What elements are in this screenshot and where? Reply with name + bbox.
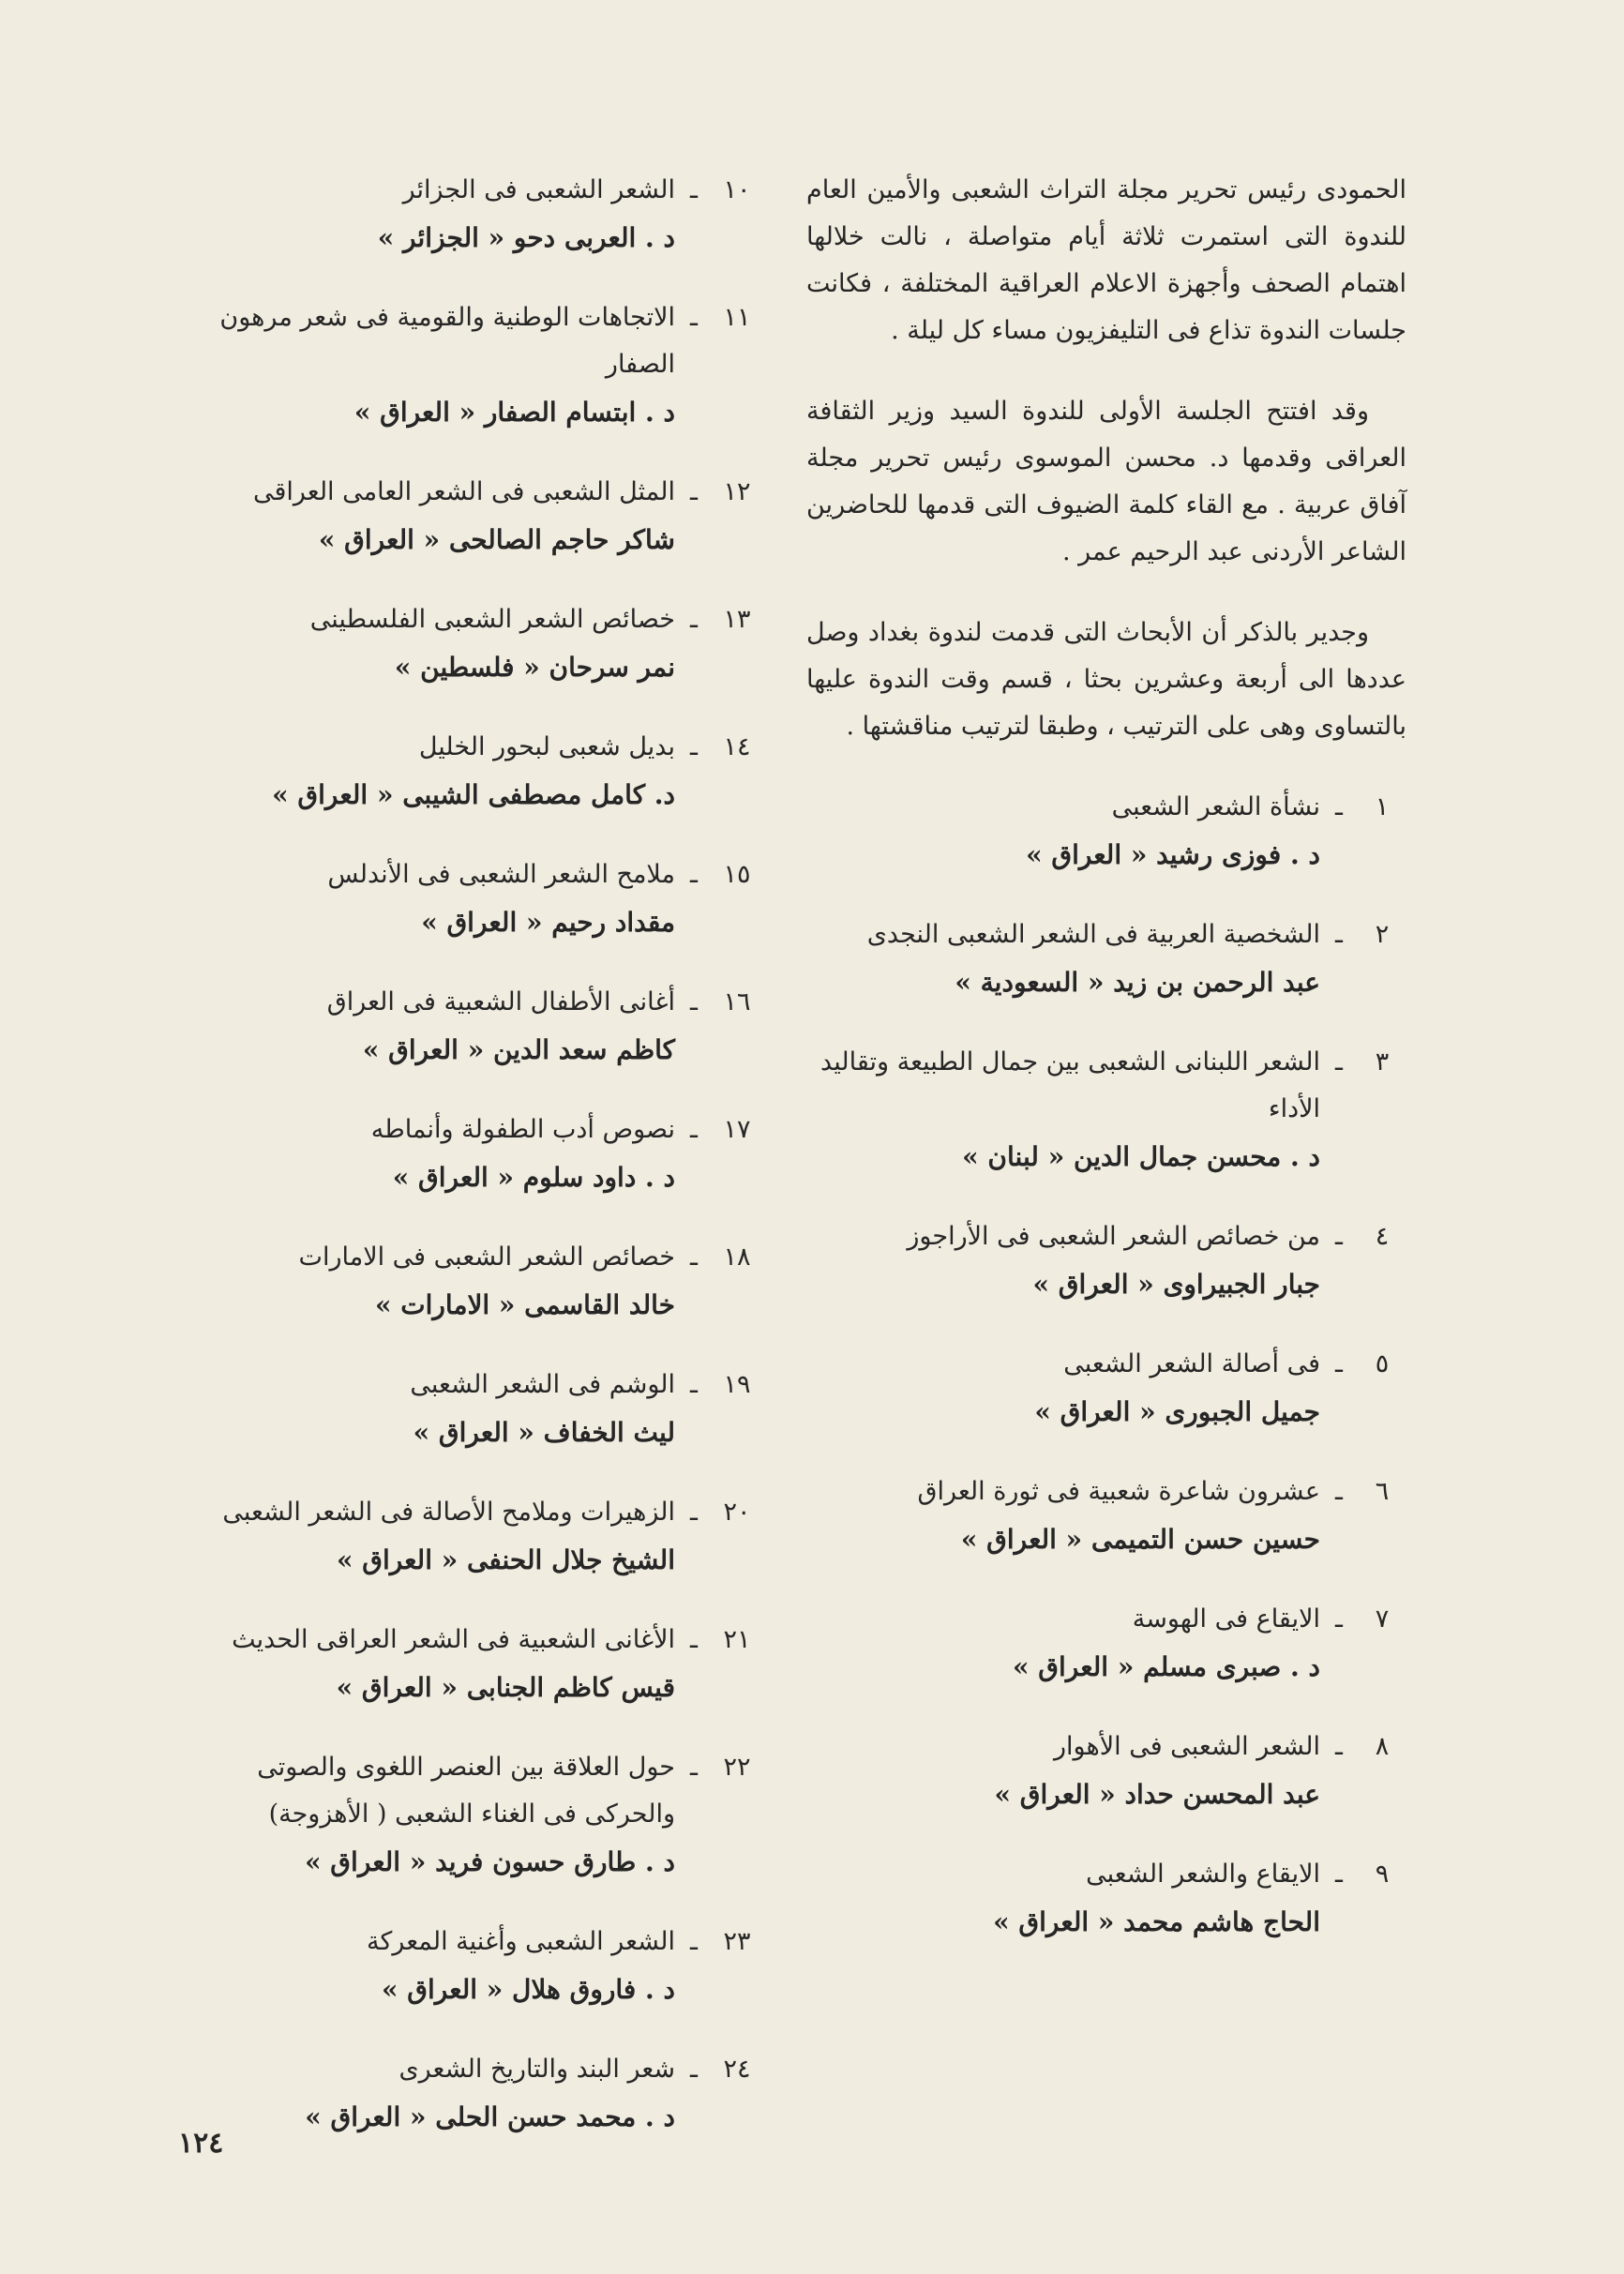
paper-body bbox=[806, 1724, 1320, 1819]
paper-dash: ـ bbox=[690, 1115, 698, 1144]
paper-number: ١٨ bbox=[723, 1242, 751, 1272]
paper-number: ١٧ bbox=[723, 1115, 751, 1144]
paper-title: خصائص الشعر الشعبى فى الامارات bbox=[298, 1242, 675, 1272]
paper-number: ٣ bbox=[1375, 1047, 1390, 1077]
paper-number: ١٥ bbox=[723, 860, 751, 889]
paper-body bbox=[161, 1617, 675, 1712]
paper-number: ٧ bbox=[1375, 1604, 1390, 1634]
paper-number: ٢٠ bbox=[723, 1498, 751, 1527]
paper-dash: ـ bbox=[690, 1927, 698, 1956]
paper-item bbox=[161, 2046, 761, 2142]
paper-number: ٥ bbox=[1375, 1349, 1390, 1378]
paper-item bbox=[161, 1744, 761, 1887]
paper-author: د . داود سلوم « العراق » bbox=[392, 1162, 675, 1193]
paper-item bbox=[806, 1039, 1406, 1182]
paper-author: د . فاروق هلال « العراق » bbox=[382, 1974, 675, 2005]
paper-number: ٢٢ bbox=[723, 1753, 751, 1782]
paper-number: ١ bbox=[1375, 792, 1390, 821]
paper-list-right bbox=[806, 784, 1406, 1947]
paper-item bbox=[161, 851, 761, 947]
paper-title: الشعر الشعبى وأغنية المعركة bbox=[367, 1927, 675, 1956]
paper-author: عبد المحسن حداد « العراق » bbox=[994, 1779, 1320, 1810]
paper-body bbox=[161, 1919, 675, 2014]
paper-number: ١٤ bbox=[723, 732, 751, 761]
paper-dash: ـ bbox=[1335, 792, 1343, 821]
paper-body bbox=[161, 1107, 675, 1202]
paper-author: حسين حسن التميمى « العراق » bbox=[960, 1524, 1320, 1555]
paper-body bbox=[161, 1362, 675, 1457]
paper-dash: ـ bbox=[1335, 1732, 1343, 1761]
page-number: ١٢٤ bbox=[178, 2127, 224, 2160]
paper-item bbox=[806, 1851, 1406, 1947]
paper-number: ١٣ bbox=[723, 605, 751, 634]
paper-author: د. كامل مصطفى الشيبى « العراق » bbox=[272, 779, 675, 810]
paper-number: ٩ bbox=[1375, 1860, 1390, 1889]
intro-paragraph-1: الحمودى رئيس تحرير مجلة التراث الشعبى والأمين العام للندوة التى استمرت ثلاثة أيام متواصلة ، نالت خلالها اهتمام الصحف وأجهزة الاعلام العراقية المختلفة ، فكانت جلسات الندوة تذاع فى التليفزيون مساء كل ليلة . bbox=[806, 175, 1406, 345]
paper-item bbox=[161, 724, 761, 820]
paper-dash: ـ bbox=[690, 732, 698, 761]
paper-author: قيس كاظم الجنابى « العراق » bbox=[336, 1672, 675, 1703]
paper-title: من خصائص الشعر الشعبى فى الأراجوز bbox=[907, 1222, 1320, 1251]
paper-author: د . صبرى مسلم « العراق » bbox=[1013, 1651, 1320, 1682]
paper-body bbox=[806, 1213, 1320, 1309]
paper-list-left bbox=[161, 167, 761, 2142]
paper-body bbox=[161, 167, 675, 263]
paper-title: فى أصالة الشعر الشعبى bbox=[1063, 1349, 1320, 1378]
paper-body bbox=[806, 1851, 1320, 1947]
paper-title: أغانى الأطفال الشعبية فى العراق bbox=[326, 987, 675, 1017]
paper-dash: ـ bbox=[690, 605, 698, 634]
paper-body bbox=[806, 911, 1320, 1007]
paper-author: نمر سرحان « فلسطين » bbox=[394, 652, 675, 683]
paper-number: ٢١ bbox=[723, 1625, 751, 1654]
paper-number: ١١ bbox=[723, 303, 751, 332]
paper-dash: ـ bbox=[1335, 1047, 1343, 1077]
paper-dash: ـ bbox=[1335, 1222, 1343, 1251]
paper-number: ٤ bbox=[1375, 1222, 1390, 1251]
paper-title: الشعر اللبنانى الشعبى بين جمال الطبيعة وتقاليد الأداء bbox=[820, 1047, 1320, 1123]
paper-body bbox=[161, 596, 675, 692]
paper-item bbox=[806, 1724, 1406, 1819]
paper-dash: ـ bbox=[1335, 1349, 1343, 1378]
paper-dash: ـ bbox=[690, 1370, 698, 1399]
paper-title: حول العلاقة بين العنصر اللغوى والصوتى والحركى فى الغناء الشعبى ( الأهزوجة) bbox=[257, 1753, 675, 1829]
paper-author: عبد الرحمن بن زيد « السعودية » bbox=[955, 967, 1320, 998]
paper-author: د . فوزى رشيد « العراق » bbox=[1026, 839, 1320, 870]
paper-body bbox=[161, 1489, 675, 1585]
paper-body bbox=[161, 851, 675, 947]
paper-author: ليث الخفاف « العراق » bbox=[413, 1417, 675, 1448]
paper-author: د . ابتسام الصفار « العراق » bbox=[353, 397, 675, 428]
paper-number: ٨ bbox=[1375, 1732, 1390, 1761]
paper-title: بديل شعبى لبحور الخليل bbox=[418, 732, 675, 761]
paper-dash: ـ bbox=[690, 1242, 698, 1272]
paper-title: الأغانى الشعبية فى الشعر العراقى الحديث bbox=[232, 1625, 675, 1654]
paper-dash: ـ bbox=[690, 1498, 698, 1527]
paper-item bbox=[806, 1596, 1406, 1692]
paper-number: ٢ bbox=[1375, 920, 1390, 949]
right-column bbox=[806, 167, 1406, 1979]
paper-item bbox=[161, 1362, 761, 1457]
paper-dash: ـ bbox=[690, 1625, 698, 1654]
paper-item bbox=[161, 294, 761, 437]
paper-item bbox=[161, 469, 761, 565]
paper-body bbox=[161, 469, 675, 565]
paper-item bbox=[806, 1213, 1406, 1309]
paper-author: جميل الجبورى « العراق » bbox=[1034, 1396, 1320, 1427]
paper-author: د . محمد حسن الحلى « العراق » bbox=[305, 2101, 675, 2132]
paper-author: خالد القاسمى « الامارات » bbox=[375, 1289, 675, 1320]
paper-number: ٢٤ bbox=[723, 2055, 751, 2084]
paper-item bbox=[161, 1234, 761, 1330]
paper-title: الشعر الشعبى فى الأهوار bbox=[1053, 1732, 1320, 1761]
paper-title: الوشم فى الشعر الشعبى bbox=[410, 1370, 675, 1399]
paper-dash: ـ bbox=[690, 303, 698, 332]
paper-body bbox=[806, 1596, 1320, 1692]
paper-title: الشعر الشعبى فى الجزائر bbox=[402, 175, 675, 204]
paper-number: ١٩ bbox=[723, 1370, 751, 1399]
paper-dash: ـ bbox=[690, 1753, 698, 1782]
paper-dash: ـ bbox=[1335, 1604, 1343, 1634]
paper-body bbox=[806, 1341, 1320, 1437]
paper-number: ١٦ bbox=[723, 987, 751, 1017]
paper-title: ملامح الشعر الشعبى فى الأندلس bbox=[327, 860, 675, 889]
paper-author: جبار الجبيراوى « العراق » bbox=[1032, 1269, 1320, 1300]
paper-author: د . العربى دحو « الجزائر » bbox=[377, 222, 675, 253]
paper-dash: ـ bbox=[690, 860, 698, 889]
paper-dash: ـ bbox=[690, 175, 698, 204]
paper-number: ٦ bbox=[1375, 1477, 1390, 1506]
paper-body bbox=[161, 724, 675, 820]
paper-item bbox=[806, 1341, 1406, 1437]
paper-author: مقداد رحيم « العراق » bbox=[421, 907, 675, 938]
paper-item bbox=[806, 911, 1406, 1007]
paper-author: د . محسن جمال الدين « لبنان » bbox=[962, 1141, 1320, 1172]
paper-dash: ـ bbox=[690, 987, 698, 1017]
paper-body bbox=[161, 2046, 675, 2142]
paper-item bbox=[806, 784, 1406, 880]
paper-item bbox=[161, 167, 761, 263]
paper-title: عشرون شاعرة شعبية فى ثورة العراق bbox=[917, 1477, 1320, 1506]
paper-author: د . طارق حسون فريد « العراق » bbox=[305, 1846, 675, 1877]
paper-title: المثل الشعبى فى الشعر العامى العراقى bbox=[253, 477, 675, 506]
paper-title: الزهيرات وملامح الأصالة فى الشعر الشعبى bbox=[222, 1498, 675, 1527]
paper-title: الايقاع فى الهوسة bbox=[1132, 1604, 1320, 1634]
intro-paragraph-3: وجدير بالذكر أن الأبحاث التى قدمت لندوة بغداد وصل عددها الى أربعة وعشرين بحثا ، قسم وقت الندوة عليها بالتساوى وهى على الترتيب ، وطبقا لترتيب مناقشتها . bbox=[806, 618, 1406, 741]
paper-author: الشيخ جلال الحنفى « العراق » bbox=[336, 1544, 675, 1575]
paper-title: شعر البند والتاريخ الشعرى bbox=[398, 2055, 675, 2084]
paper-dash: ـ bbox=[1335, 1477, 1343, 1506]
paper-dash: ـ bbox=[1335, 1860, 1343, 1889]
intro-paragraph-2: وقد افتتح الجلسة الأولى للندوة السيد وزير الثقافة العراقى وقدمها د. محسن الموسوى رئيس تحرير مجلة آفاق عربية . مع القاء كلمة الضيوف التى قدمها للحاضرين الشاعر الأردنى عبد الرحيم عمر . bbox=[806, 397, 1406, 566]
paper-body bbox=[806, 1039, 1320, 1182]
paper-author: كاظم سعد الدين « العراق » bbox=[362, 1034, 675, 1065]
paper-body bbox=[806, 784, 1320, 880]
paper-title: الشخصية العربية فى الشعر الشعبى النجدى bbox=[866, 920, 1320, 949]
paper-item bbox=[161, 596, 761, 692]
paper-title: نشأة الشعر الشعبى bbox=[1111, 792, 1320, 821]
paper-author: الحاج هاشم محمد « العراق » bbox=[993, 1906, 1320, 1937]
left-column bbox=[161, 167, 761, 2174]
paper-title: الايقاع والشعر الشعبى bbox=[1086, 1860, 1320, 1889]
paper-number: ٢٣ bbox=[723, 1927, 751, 1956]
paper-title: الاتجاهات الوطنية والقومية فى شعر مرهون الصفار bbox=[219, 303, 675, 379]
paper-dash: ـ bbox=[1335, 920, 1343, 949]
paper-title: نصوص أدب الطفولة وأنماطه bbox=[370, 1115, 675, 1144]
paper-number: ١٢ bbox=[723, 477, 751, 506]
paper-body bbox=[161, 294, 675, 437]
paper-number: ١٠ bbox=[723, 175, 751, 204]
paper-item bbox=[161, 1617, 761, 1712]
paper-title: خصائص الشعر الشعبى الفلسطينى bbox=[309, 605, 675, 634]
paper-body bbox=[161, 979, 675, 1075]
paper-body bbox=[161, 1744, 675, 1887]
paper-author: شاكر حاجم الصالحى « العراق » bbox=[318, 524, 675, 555]
paper-item bbox=[161, 979, 761, 1075]
paper-body bbox=[806, 1468, 1320, 1564]
paper-item bbox=[161, 1489, 761, 1585]
paper-body bbox=[161, 1234, 675, 1330]
paper-dash: ـ bbox=[690, 2055, 698, 2084]
paper-item bbox=[161, 1919, 761, 2014]
paper-item bbox=[806, 1468, 1406, 1564]
paper-dash: ـ bbox=[690, 477, 698, 506]
paper-item bbox=[161, 1107, 761, 1202]
